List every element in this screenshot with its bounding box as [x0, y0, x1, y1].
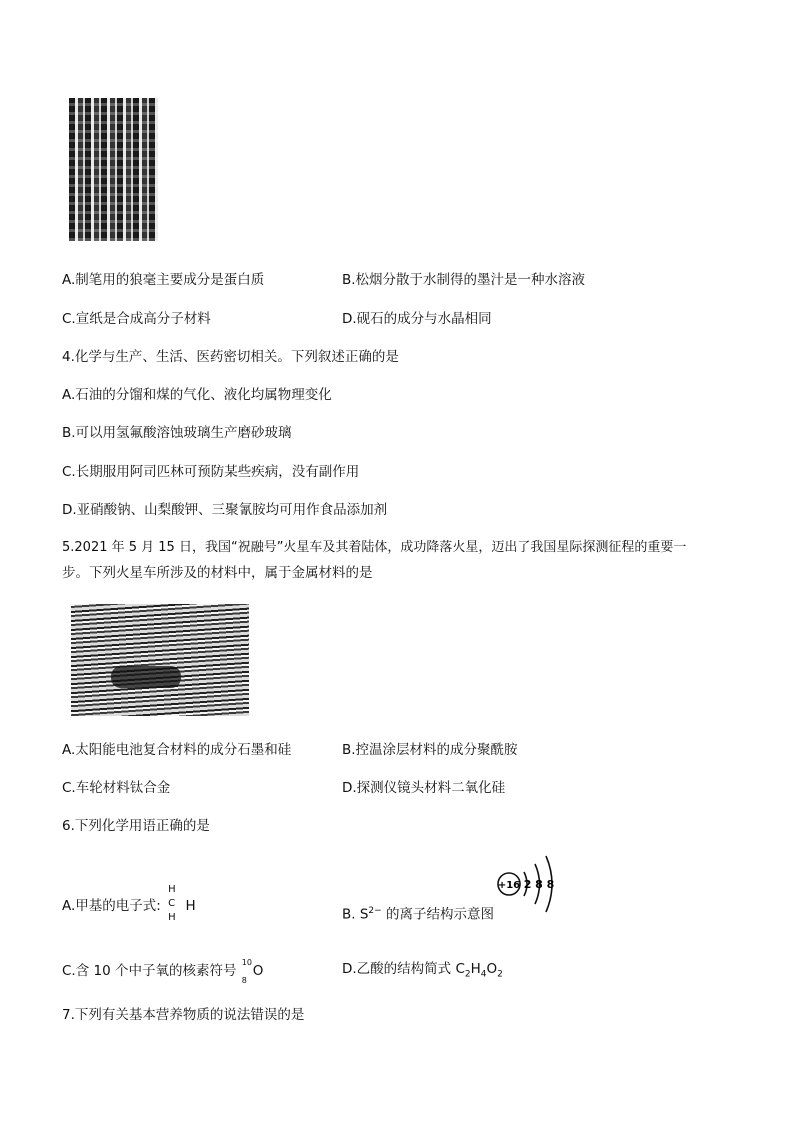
q5-stem-line2: 步。下列火星车所涉及的材料中，属于金属材料的是 — [62, 565, 373, 581]
q6-option-c-prefix: C.含 10 个中子氧的核素符号 — [62, 963, 237, 979]
mars-rover-image — [71, 604, 249, 716]
formula-sub-h: 4 — [480, 969, 487, 980]
nucleus-charge: +16 — [497, 880, 521, 891]
q6-option-b-prefix: B. S — [342, 906, 369, 923]
calligraphy-image — [69, 98, 158, 241]
q6-option-b — [342, 902, 494, 924]
q4-stem: 4.化学与生产、生活、医药密切相关。下列叙述正确的是 — [62, 349, 399, 365]
q6-option-a-prefix: A.甲基的电子式: — [62, 898, 161, 914]
q5-stem-line1: 5.2021 年 5 月 15 日，我国“祝融号”火星车及其着陆体，成功降落火星，迈出了我国星际探测征程的重要一 — [62, 540, 687, 555]
q4-option-d: D.亚硝酸钠、山梨酸钾、三聚氰胺均可用作食品添加剂 — [62, 502, 388, 518]
q6-option-d-prefix: D.乙酸的结构简式 C — [342, 961, 465, 977]
sulfide-charge: 2− — [368, 906, 382, 916]
q5-option-d: D.探测仪镜头材料二氧化硅 — [342, 780, 506, 796]
q3-option-c: C.宣纸是合成高分子材料 — [62, 311, 211, 327]
q4-option-b: B.可以用氢氟酸溶蚀玻璃生产磨砂玻璃 — [62, 425, 292, 441]
q5-option-b: B.控温涂层材料的成分聚酰胺 — [342, 742, 518, 758]
q3-option-a: A.制笔用的狼毫主要成分是蛋白质 — [62, 272, 265, 288]
q4-option-a: A.石油的分馏和煤的气化、液化均属物理变化 — [62, 387, 332, 403]
formula-o: O — [486, 961, 498, 977]
q3-option-d: D.砚石的成分与水晶相同 — [342, 311, 492, 327]
q6-option-a — [62, 884, 196, 924]
electron-shell-counts: 2 8 8 — [523, 878, 555, 891]
lewis-h-top: H — [168, 884, 176, 895]
q4-option-c: C.长期服用阿司匹林可预防某些疾病，没有副作用 — [62, 464, 360, 480]
q6-option-d — [342, 960, 503, 984]
q6-option-c — [62, 958, 264, 985]
methyl-electron-formula — [165, 884, 181, 923]
q7-stem: 7.下列有关基本营养物质的说法错误的是 — [62, 1007, 305, 1023]
q5-option-c: C.车轮材料钛合金 — [62, 780, 171, 796]
sulfide-ion-structure-diagram — [497, 852, 559, 916]
mass-number: 10 — [241, 958, 252, 967]
lewis-c: C — [168, 898, 176, 909]
lewis-h-bottom: H — [168, 912, 176, 923]
formula-sub-c: 2 — [464, 969, 471, 980]
q3-option-b: B.松烟分散于水制得的墨汁是一种水溶液 — [342, 272, 586, 288]
lewis-h-right: H — [185, 898, 196, 914]
element-symbol: O — [252, 963, 264, 979]
nuclide-symbol — [241, 958, 252, 985]
q5-option-a: A.太阳能电池复合材料的成分石墨和硅 — [62, 742, 292, 758]
q6-stem: 6.下列化学用语正确的是 — [62, 818, 210, 834]
q6-option-b-suffix: 的离子结构示意图 — [386, 906, 494, 923]
atomic-number: 8 — [241, 976, 247, 985]
formula-sub-o: 2 — [497, 969, 503, 980]
formula-h: H — [470, 961, 481, 977]
